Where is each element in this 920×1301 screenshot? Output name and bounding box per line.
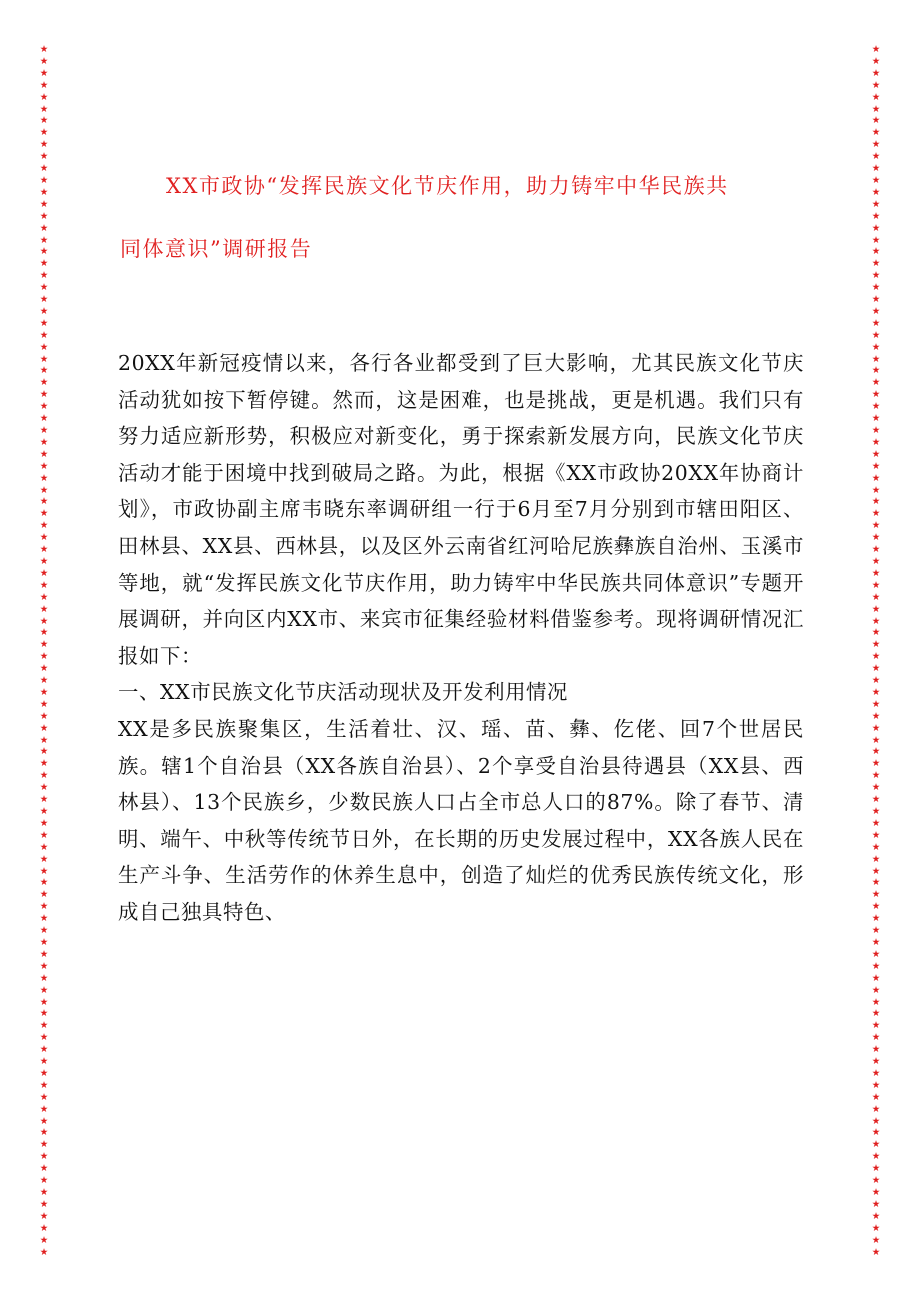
left-star-border: ★ ★ ★ ★ ★ ★ ★ ★ ★ ★ ★ ★ ★ ★ ★ ★ ★ ★ ★ ★ ★ ★ ★ ★ ★ ★ ★ ★ ★ ★ ★ ★ ★ ★ ★ ★ ★ ★ ★ ★ ★ ★ ★ ★ ★ ★ ★ ★ ★ ★ ★ ★ ★ ★ ★ ★ ★ ★ ★ ★ ★ ★ ★ ★ ★ ★ ★ ★ ★ ★ ★ ★ ★ ★ ★ ★ ★ ★ ★ ★ ★ ★ ★ ★ ★ ★ ★ ★ ★ ★ ★ ★ ★ ★ ★ ★ ★ ★ ★ ★ ★ ★ (39, 44, 49, 1256)
section-paragraph-1: XX是多民族聚集区，生活着壮、汉、瑶、苗、彝、仡佬、回7个世居民族。辖1个自治县（XX各族自治县）、2个享受自治县待遇县（XX县、西林县）、13个民族乡，少数民族人口占全市总人口的87%。除了春节、清明、端午、中秋等传统节日外，在长期的历史发展过程中，XX各族人民在生产斗争、生活劳作的休养生息中，创造了灿烂的优秀民族传统文化，形成自己独具特色、 (118, 716, 804, 924)
document-title-line-2: 同体意识”调研报告 (120, 237, 313, 261)
document-title-line-1: XX市政协“发挥民族文化节庆作用，助力铸牢中华民族共 (166, 174, 729, 198)
right-star-border: ★ ★ ★ ★ ★ ★ ★ ★ ★ ★ ★ ★ ★ ★ ★ ★ ★ ★ ★ ★ ★ ★ ★ ★ ★ ★ ★ ★ ★ ★ ★ ★ ★ ★ ★ ★ ★ ★ ★ ★ ★ ★ ★ ★ ★ ★ ★ ★ ★ ★ ★ ★ ★ ★ ★ ★ ★ ★ ★ ★ ★ ★ ★ ★ ★ ★ ★ ★ ★ ★ ★ ★ ★ ★ ★ ★ ★ ★ ★ ★ ★ ★ ★ ★ ★ ★ ★ ★ ★ ★ ★ ★ ★ ★ ★ ★ ★ ★ ★ ★ ★ ★ (871, 44, 881, 1256)
document-body (118, 345, 804, 931)
intro-paragraph: 20XX年新冠疫情以来，各行各业都受到了巨大影响，尤其民族文化节庆活动犹如按下暂停键。然而，这是困难，也是挑战，更是机遇。我们只有努力适应新形势，积极应对新变化，勇于探索新发展方向，民族文化节庆活动才能于困境中找到破局之路。为此，根据《XX市政协20XX年协商计划》，市政协副主席韦晓东率调研组一行于6月至7月分别到市辖田阳区、田林县、XX县、西林县，以及区外云南省红河哈尼族彝族自治州、玉溪市等地，就“发挥民族文化节庆作用，助力铸牢中华民族共同体意识”专题开展调研，并向区内XX市、来宾市征集经验材料借鉴参考。现将调研情况汇报如下： (118, 351, 804, 668)
section-heading-1: 一、XX市民族文化节庆活动现状及开发利用情况 (118, 680, 569, 705)
